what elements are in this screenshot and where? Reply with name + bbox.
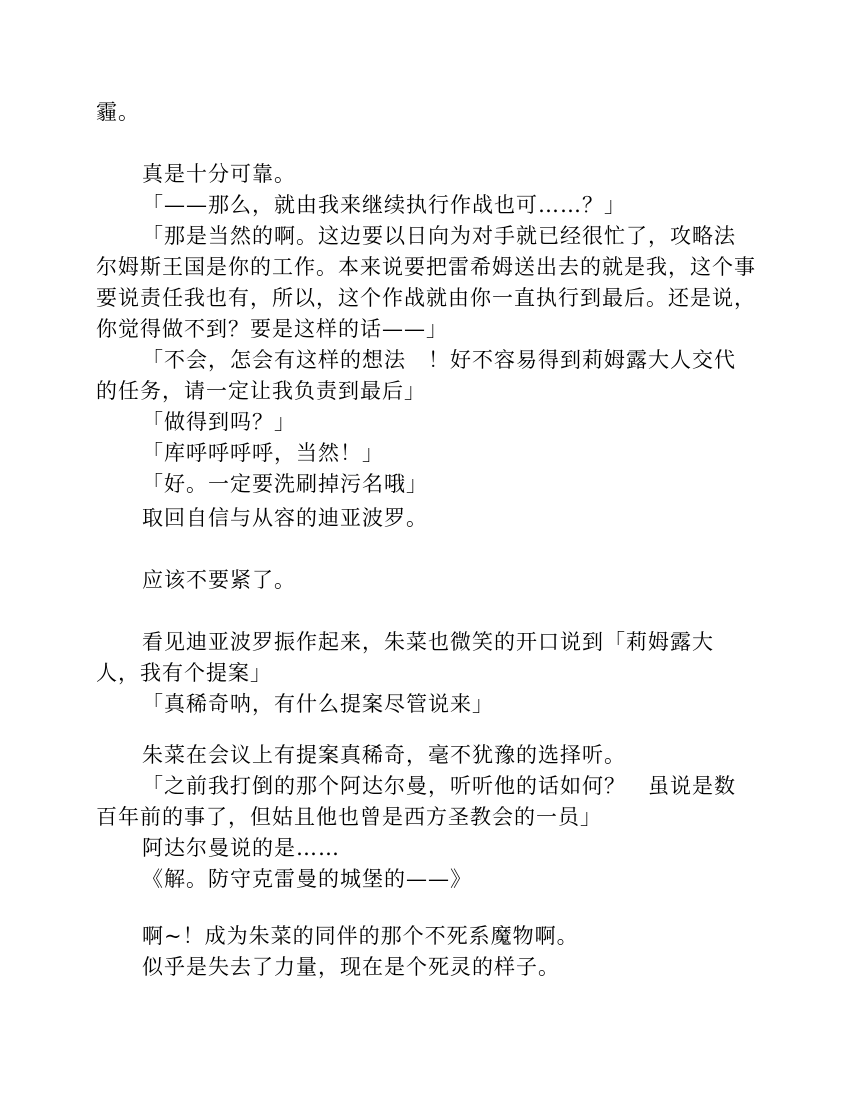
paragraph-6: 「做得到吗？」: [142, 410, 296, 434]
paragraph-17: 啊~！成为朱菜的同伴的那个不死系魔物啊。: [142, 924, 579, 948]
paragraph-7: 「库呼呼呼呼，当然！」: [142, 441, 384, 465]
paragraph-12: 「真稀奇呐，有什么提案尽管说来」: [142, 692, 494, 716]
paragraph-14: 「之前我打倒的那个阿达尔曼，听听他的话如何？ 虽说是数百年前的事了，但姑且他也曾是西方圣教会的一员」: [96, 774, 736, 829]
paragraph-8: 「好。一定要洗刷掉污名哦」: [142, 472, 428, 496]
paragraph-16: 《解。防守克雷曼的城堡的——》: [142, 867, 472, 891]
paragraph-4: 「那是当然的啊。这边要以日向为对手就已经很忙了，攻略法尔姆斯王国是你的工作。本来说要把雷希姆送出去的就是我，这个事要说责任我也有，所以，这个作战就由你一直执行到最后。还是说，你觉得做不到？要是这样的话——」: [96, 224, 756, 341]
paragraph-18: 似乎是失去了力量，现在是个死灵的样子。: [142, 955, 560, 979]
paragraph-11: 看见迪亚波罗振作起来，朱菜也微笑的开口说到「莉姆露大人，我有个提案」: [96, 630, 714, 685]
paragraph-2: 真是十分可靠。: [142, 162, 296, 186]
text-group-6: [96, 740, 756, 895]
paragraph-5: 「不会，怎会有这样的想法 ！好不容易得到莉姆露大人交代的任务，请一定让我负责到最后」: [96, 348, 736, 403]
paragraph-1: 霾。: [96, 100, 140, 124]
paragraph-13: 朱菜在会议上有提案真稀奇，毫不犹豫的选择听。: [142, 743, 626, 767]
paragraph-15: 阿达尔曼说的是……: [142, 836, 340, 860]
text-group-3: [96, 503, 756, 534]
text-group-5: [96, 627, 756, 720]
text-group-1: [96, 97, 756, 128]
text-group-2: [96, 159, 756, 500]
paragraph-3: 「——那么，就由我来继续执行作战也可……？」: [142, 193, 626, 217]
paragraph-9: 取回自信与从容的迪亚波罗。: [142, 506, 428, 530]
text-group-4: [96, 565, 756, 596]
paragraph-10: 应该不要紧了。: [142, 568, 296, 592]
text-group-7: [96, 921, 756, 983]
